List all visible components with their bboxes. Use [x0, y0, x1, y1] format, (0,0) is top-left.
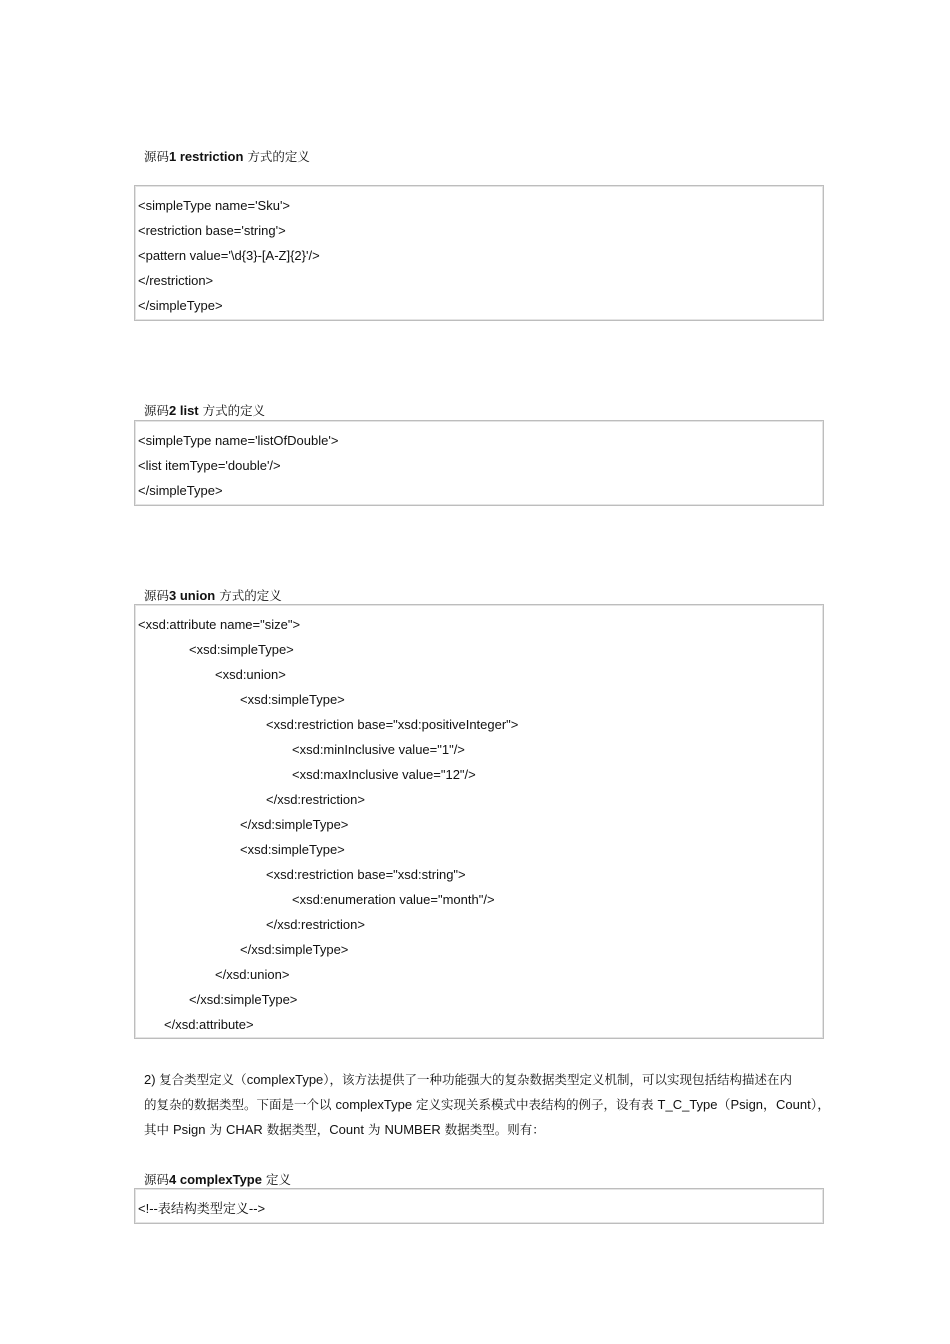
- code-line: <pattern value='\d{3}-[A-Z]{2}'/>: [138, 248, 320, 263]
- code-line: <xsd:restriction base="xsd:string">: [266, 867, 466, 882]
- caption-title: 2 list: [169, 403, 199, 418]
- code-box-2: [134, 420, 824, 506]
- text-run: Psign: [172, 1122, 206, 1137]
- code-box-4: [134, 1188, 824, 1224]
- caption-prefix: 源码: [144, 1172, 170, 1187]
- caption-source-1: [144, 149, 310, 165]
- code-line: </xsd:attribute>: [164, 1017, 254, 1032]
- code-line: <xsd:restriction base="xsd:positiveInteger">: [266, 717, 519, 732]
- caption-suffix: 方式的定义: [243, 149, 310, 164]
- caption-suffix: 方式的定义: [198, 403, 266, 418]
- text-run: complexType: [246, 1072, 324, 1087]
- caption-prefix: 源码: [144, 403, 170, 418]
- text-run: 的复杂的数据类型。下面是一个以: [144, 1097, 336, 1112]
- code-line: </xsd:simpleType>: [240, 817, 349, 832]
- text-run: T_C_Type（Psign，Count），: [657, 1097, 831, 1112]
- paragraph-line-1: [144, 1072, 814, 1088]
- caption-source-2: [144, 403, 265, 419]
- code-line: </xsd:union>: [215, 967, 290, 982]
- text-run: ），该方法提供了一种功能强大的复杂数据类型定义机制，可以实现包括结构描述在内: [323, 1072, 793, 1087]
- caption-prefix: 源码: [144, 149, 170, 164]
- code-line: <xsd:attribute name="size">: [138, 617, 301, 632]
- text-run: Count: [329, 1122, 364, 1137]
- code-box-3: [134, 604, 824, 1039]
- code-line: <simpleType name='Sku'>: [138, 198, 291, 213]
- code-line: <xsd:enumeration value="month"/>: [292, 892, 495, 907]
- text-run: NUMBER: [384, 1122, 441, 1137]
- caption-suffix: 方式的定义: [215, 588, 282, 603]
- caption-suffix: 定义: [261, 1172, 291, 1187]
- text-run: CHAR: [225, 1122, 263, 1137]
- code-line: </xsd:restriction>: [266, 917, 365, 932]
- text-run: 为: [364, 1122, 385, 1137]
- caption-source-3: [144, 588, 282, 604]
- code-line: <xsd:minInclusive value="1"/>: [292, 742, 465, 757]
- code-line: <xsd:union>: [215, 667, 286, 682]
- text-run: 定义实现关系模式中表结构的例子，设有表: [412, 1097, 658, 1112]
- code-line: <xsd:simpleType>: [240, 842, 345, 857]
- code-line: <simpleType name='listOfDouble'>: [138, 433, 339, 448]
- code-line: <restriction base='string'>: [138, 223, 286, 238]
- text-run: 数据类型。则有：: [440, 1122, 545, 1137]
- code-line: <xsd:simpleType>: [189, 642, 294, 657]
- code-line: </simpleType>: [138, 298, 223, 313]
- caption-prefix: 源码: [144, 588, 170, 603]
- code-line: </xsd:simpleType>: [240, 942, 349, 957]
- code-line: </simpleType>: [138, 483, 223, 498]
- text-run: 其中: [144, 1122, 173, 1137]
- code-line: <xsd:maxInclusive value="12"/>: [292, 767, 476, 782]
- code-line: <xsd:simpleType>: [240, 692, 345, 707]
- caption-title: 3 union: [169, 588, 216, 603]
- code-line: </restriction>: [138, 273, 214, 288]
- text-run: 复合类型定义（: [159, 1072, 247, 1087]
- code-line: <!--表结构类型定义-->: [138, 1201, 266, 1216]
- code-box-1: [134, 185, 824, 321]
- text-run: complexType: [335, 1097, 413, 1112]
- code-line: <list itemType='double'/>: [138, 458, 281, 473]
- text-run: 2): [144, 1072, 160, 1087]
- caption-source-4: [144, 1172, 291, 1188]
- code-line: </xsd:simpleType>: [189, 992, 298, 1007]
- paragraph-line-2: [144, 1097, 831, 1113]
- code-line: </xsd:restriction>: [266, 792, 365, 807]
- caption-title: 1 restriction: [169, 149, 244, 164]
- text-run: 为: [205, 1122, 226, 1137]
- text-run: 数据类型，: [262, 1122, 330, 1137]
- caption-title: 4 complexType: [169, 1172, 262, 1187]
- paragraph-line-3: [144, 1122, 814, 1138]
